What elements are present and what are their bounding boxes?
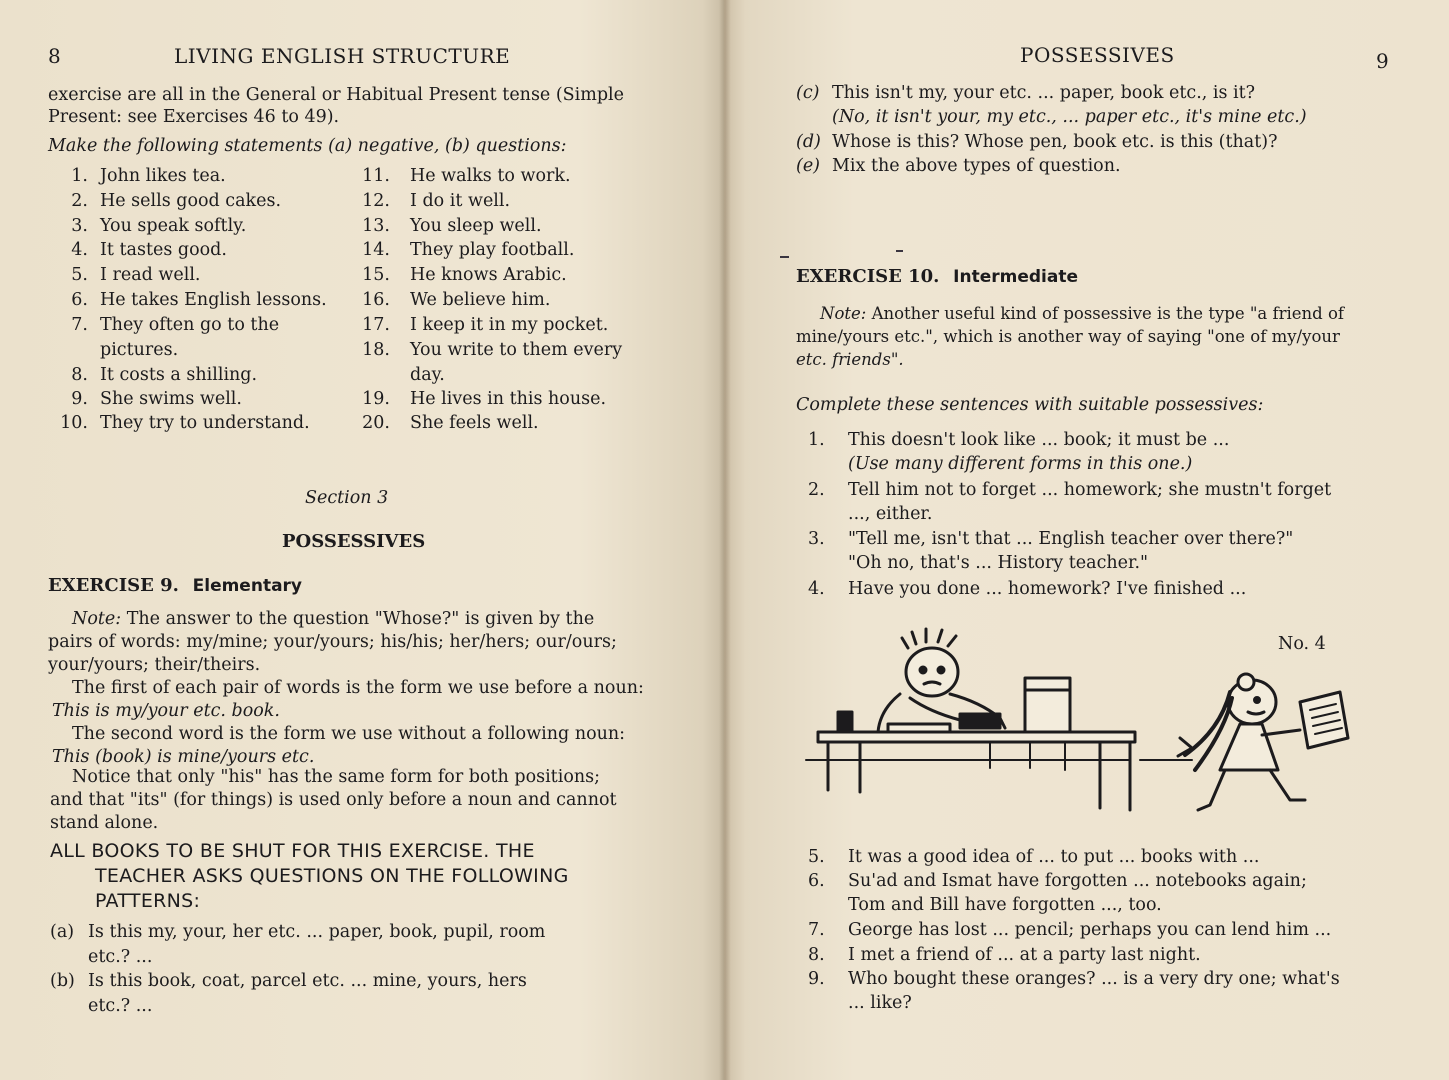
section-label: Section 3	[305, 488, 389, 508]
statement-text: day.	[410, 365, 445, 385]
statement-number: 10.	[60, 413, 88, 433]
statement-text: They play football.	[410, 240, 575, 260]
statement-text: He takes English lessons.	[100, 290, 327, 310]
statement-number: 5.	[71, 265, 88, 285]
running-head-left: LIVING ENGLISH STRUCTURE	[174, 44, 511, 68]
statement-text: I do it well.	[410, 191, 511, 211]
illustration-label: No. 4	[1278, 634, 1326, 654]
instruction-left: Make the following statements (a) negative, (b) questions:	[48, 136, 567, 156]
pattern-d-line-1: Whose is this? Whose pen, book etc. is this (that)?	[832, 132, 1278, 152]
item-number: 7.	[808, 920, 825, 940]
pattern-e-line-1: Mix the above types of question.	[832, 156, 1121, 176]
item-number: 1.	[808, 430, 825, 450]
statement-text: He sells good cakes.	[100, 191, 282, 211]
item-line: Tell him not to forget ... homework; she mustn't forget	[848, 480, 1332, 500]
statement-text: John likes tea.	[100, 166, 226, 186]
statement-number: 18.	[362, 340, 390, 360]
statement-text: He knows Arabic.	[410, 265, 567, 285]
item-line: (Use many different forms in this one.)	[848, 454, 1193, 474]
pattern-c-label: (c)	[796, 83, 820, 103]
statement-number: 7.	[71, 315, 88, 335]
statement-number: 11.	[362, 166, 390, 186]
note-right-text-1: Another useful kind of possessive is the type "a friend of	[871, 304, 1345, 323]
pattern-b-label: (b)	[50, 971, 75, 991]
statement-number: 15.	[362, 265, 390, 285]
item-line: Have you done ... homework? I've finished ...	[848, 579, 1247, 599]
statement-text: I keep it in my pocket.	[410, 315, 609, 335]
intro-line-1: exercise are all in the General or Habitual Present tense (Simple	[48, 85, 625, 105]
statement-number: 4.	[71, 240, 88, 260]
statement-number: 14.	[362, 240, 390, 260]
para3-line-3: stand alone.	[50, 813, 159, 833]
statement-text: pictures.	[100, 340, 179, 360]
item-line: I met a friend of ... at a party last night.	[848, 945, 1201, 965]
item-number: 9.	[808, 969, 825, 989]
para3-line-1: Notice that only "his" has the same form for both positions;	[72, 767, 600, 787]
item-line: "Tell me, isn't that ... English teacher over there?"	[848, 529, 1294, 549]
pattern-a-label: (a)	[50, 922, 75, 942]
statement-number: 16.	[362, 290, 390, 310]
statement-text: She swims well.	[100, 389, 242, 409]
intro-line-2: Present: see Exercises 46 to 49).	[48, 107, 340, 127]
running-head-right: POSSESSIVES	[1020, 43, 1175, 67]
item-line: George has lost ... pencil; perhaps you can lend him ...	[848, 920, 1332, 940]
note-left-line-2: pairs of words: my/mine; your/yours; his/his; her/hers; our/ours;	[48, 632, 617, 652]
statement-text: He lives in this house.	[410, 389, 607, 409]
section-title: POSSESSIVES	[282, 531, 426, 552]
print-mark-2	[896, 250, 903, 252]
statement-text: She feels well.	[410, 413, 539, 433]
item-line: ... like?	[848, 993, 912, 1013]
item-line: ..., either.	[848, 504, 933, 524]
statement-number: 20.	[362, 413, 390, 433]
item-line: It was a good idea of ... to put ... books with ...	[848, 847, 1260, 867]
item-line: "Oh no, that's ... History teacher."	[848, 553, 1149, 573]
caps-line-2: TEACHER ASKS QUESTIONS ON THE FOLLOWING	[95, 865, 569, 887]
note-left-line-1	[72, 607, 594, 631]
exercise-9-level: Elementary	[192, 576, 303, 596]
statement-text: You sleep well.	[410, 216, 542, 236]
para1-line: The first of each pair of words is the form we use before a noun:	[72, 678, 644, 698]
item-number: 3.	[808, 529, 825, 549]
item-line: This doesn't look like ... book; it must be ...	[848, 430, 1230, 450]
statement-text: They often go to the	[100, 315, 280, 335]
caps-line-1: ALL BOOKS TO BE SHUT FOR THIS EXERCISE. THE	[50, 840, 535, 862]
item-line: Su'ad and Ismat have forgotten ... notebooks again;	[848, 871, 1307, 891]
note-right-line-3: etc. friends".	[796, 350, 904, 369]
pattern-d-label: (d)	[796, 132, 821, 152]
note-left-line-3: your/yours; their/theirs.	[48, 655, 261, 675]
note-right-label: Note:	[820, 304, 867, 323]
pattern-c-line-1: This isn't my, your etc. ... paper, book etc., is it?	[832, 83, 1256, 103]
item-line: Who bought these oranges? ... is a very dry one; what's	[848, 969, 1340, 989]
statement-text: You write to them every	[410, 340, 623, 360]
right-page	[724, 0, 1449, 1080]
note-right-line-2: mine/yours etc.", which is another way of saying "one of my/your	[796, 327, 1340, 346]
statement-text: I read well.	[100, 265, 201, 285]
caps-line-3: PATTERNS:	[95, 890, 201, 912]
statement-number: 3.	[71, 216, 88, 236]
page-number-right: 9	[1376, 49, 1390, 73]
pattern-b-line-1: Is this book, coat, parcel etc. ... mine, yours, hers	[88, 971, 527, 991]
note-left-label: Note:	[72, 609, 122, 629]
pattern-a-line-2: etc.? ...	[88, 947, 153, 967]
para2-example: This (book) is mine/yours etc.	[52, 747, 315, 767]
item-number: 5.	[808, 847, 825, 867]
book-spine	[719, 0, 731, 1080]
statement-number: 12.	[362, 191, 390, 211]
instruction-right: Complete these sentences with suitable possessives:	[796, 395, 1264, 415]
statement-text: He walks to work.	[410, 166, 571, 186]
page-number-left: 8	[48, 44, 62, 68]
pattern-c-line-2: (No, it isn't your, my etc., ... paper etc., it's mine etc.)	[832, 107, 1307, 127]
statement-number: 13.	[362, 216, 390, 236]
para2-line: The second word is the form we use without a following noun:	[72, 724, 626, 744]
statement-number: 17.	[362, 315, 390, 335]
item-number: 4.	[808, 579, 825, 599]
item-number: 2.	[808, 480, 825, 500]
pattern-e-label: (e)	[796, 156, 821, 176]
note-right-line-1	[820, 304, 1344, 323]
statement-number: 2.	[71, 191, 88, 211]
statement-text: It tastes good.	[100, 240, 227, 260]
cartoon-illustration	[800, 620, 1400, 835]
exercise-10-label: EXERCISE 10.	[796, 266, 940, 287]
left-page	[0, 0, 724, 1080]
statement-number: 6.	[71, 290, 88, 310]
exercise-9-heading	[48, 575, 302, 596]
exercise-10-level: Intermediate	[953, 267, 1078, 287]
statement-text: They try to understand.	[100, 413, 310, 433]
statement-text: We believe him.	[410, 290, 551, 310]
statement-text: You speak softly.	[100, 216, 247, 236]
pattern-a-line-1: Is this my, your, her etc. ... paper, book, pupil, room	[88, 922, 546, 942]
statement-number: 9.	[71, 389, 88, 409]
item-line: Tom and Bill have forgotten ..., too.	[848, 895, 1162, 915]
print-mark-1	[780, 256, 789, 258]
para3-line-2: and that "its" (for things) is used only before a noun and cannot	[50, 790, 617, 810]
exercise-10-heading	[796, 266, 1078, 287]
statement-number: 8.	[71, 365, 88, 385]
note-left-text-1: The answer to the question "Whose?" is given by the	[126, 609, 595, 629]
statement-text: It costs a shilling.	[100, 365, 258, 385]
item-number: 8.	[808, 945, 825, 965]
item-number: 6.	[808, 871, 825, 891]
exercise-9-label: EXERCISE 9.	[48, 575, 179, 596]
statement-number: 19.	[362, 389, 390, 409]
pattern-b-line-2: etc.? ...	[88, 996, 153, 1016]
statement-number: 1.	[71, 166, 88, 186]
para1-example: This is my/your etc. book.	[52, 701, 280, 721]
